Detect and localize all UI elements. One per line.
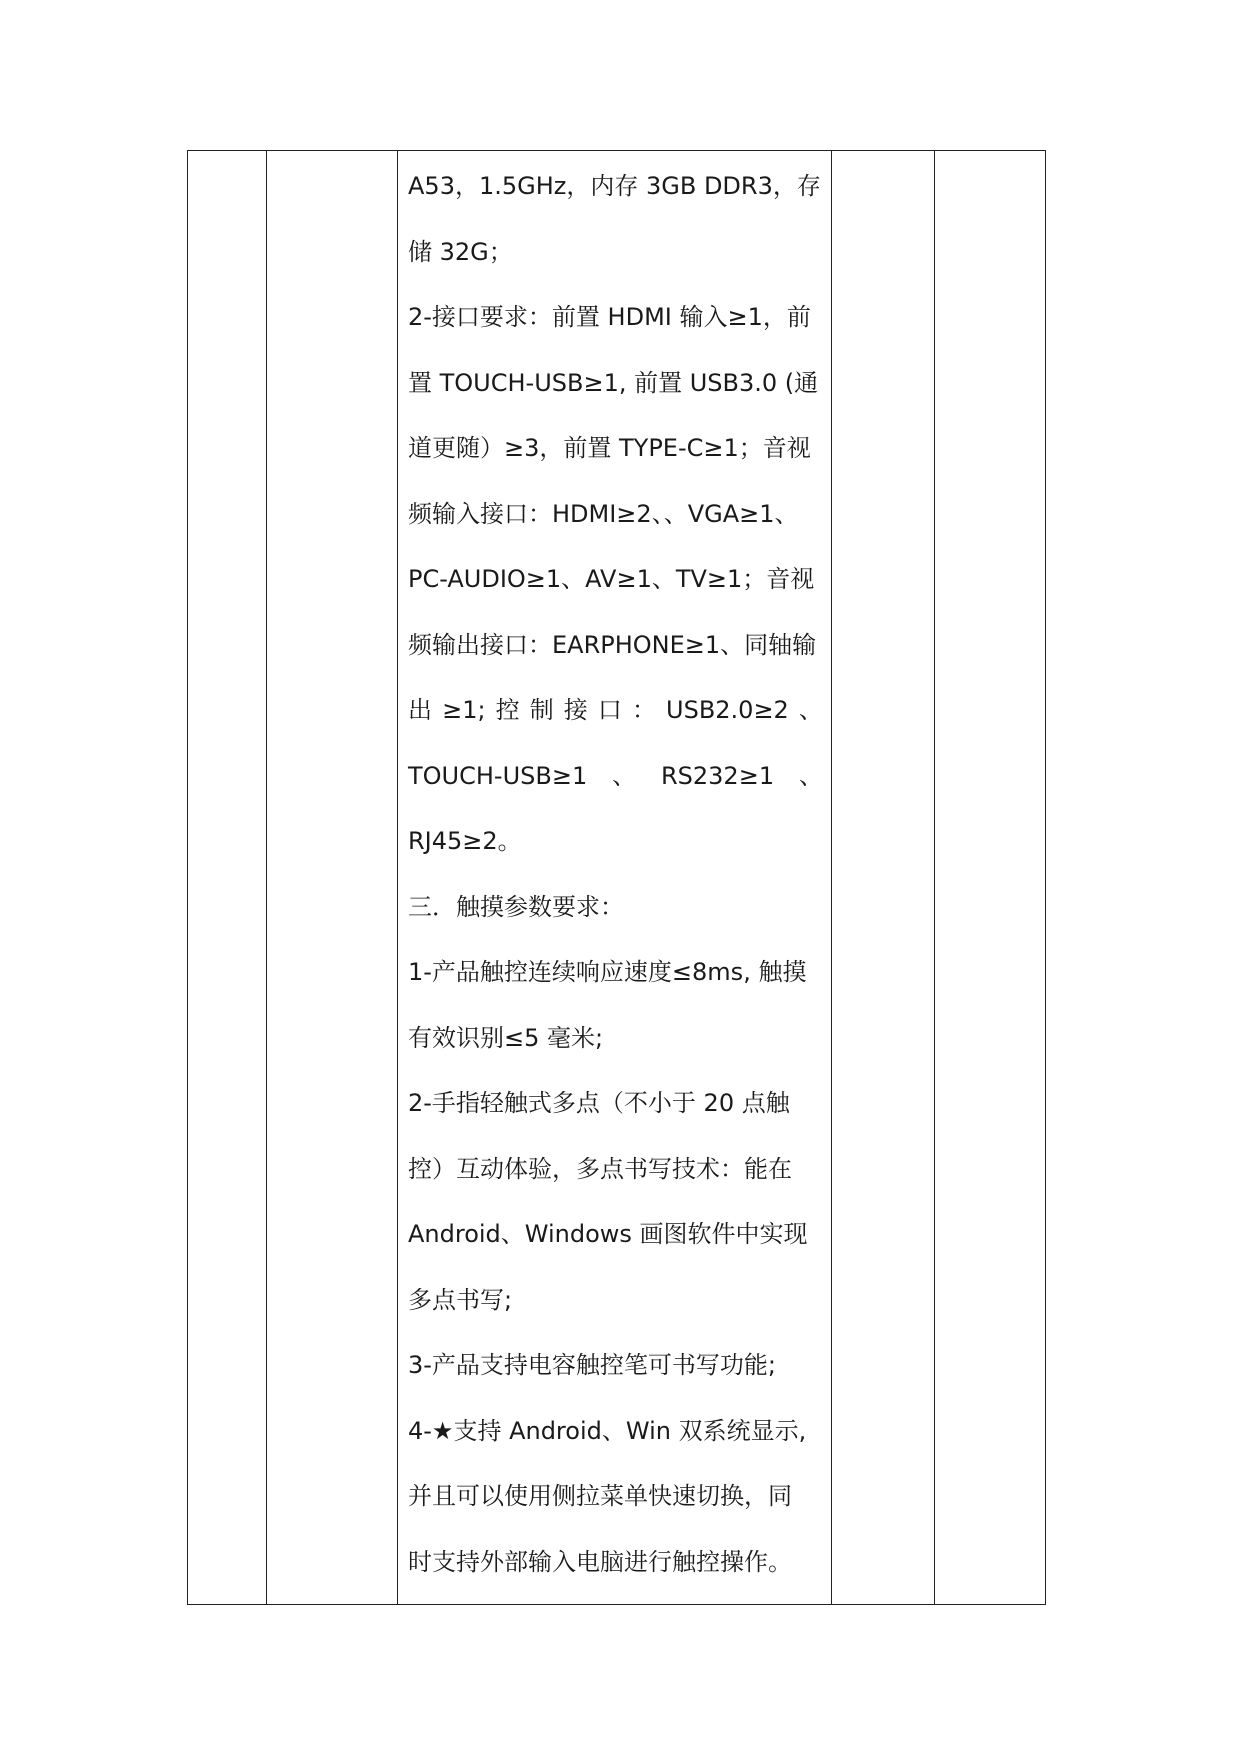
spec-word: 、 [612, 761, 637, 790]
table-cell-spec [398, 151, 832, 1605]
table-cell-remarks [935, 151, 1046, 1605]
table-cell-name [267, 151, 398, 1605]
table-row [188, 151, 1046, 1605]
table-cell-index [188, 151, 267, 1605]
spec-line: 2-手指轻触式多点（不小于 20 点触 [408, 1089, 790, 1117]
spec-word: TOUCH-USB≥1 [408, 761, 588, 790]
spec-line: 多点书写; [408, 1285, 513, 1314]
spec-word: 、 [798, 761, 823, 790]
spec-word: 制 [529, 696, 554, 724]
spec-word: 、 [798, 696, 823, 724]
spec-word: 接 [563, 696, 588, 724]
spec-line: 道更随）≥3，前置 TYPE-C≥1；音视 [408, 434, 811, 462]
spec-line: PC-AUDIO≥1、AV≥1、TV≥1；音视 [408, 565, 815, 593]
table-cell-quantity [832, 151, 935, 1605]
spec-word: RS232≥1 [660, 761, 775, 790]
spec-line: 频输入接口：HDMI≥2、、VGA≥1、 [408, 499, 799, 528]
spec-table [187, 150, 1046, 1605]
spec-line: 频输出接口：EARPHONE≥1、同轴输 [408, 630, 817, 659]
spec-word: USB2.0≥2 [666, 696, 789, 724]
spec-line-justified [408, 687, 823, 753]
spec-line: 置 TOUCH-USB≥1, 前置 USB3.0 (通 [408, 368, 819, 397]
spec-word: 出 [408, 696, 432, 724]
spec-line: Android、Windows 画图软件中实现 [408, 1220, 808, 1248]
spec-word: 控 [495, 696, 520, 724]
spec-line: 1-产品触控连续响应速度≤8ms, 触摸 [408, 958, 807, 986]
spec-line: 控）互动体验，多点书写技术：能在 [408, 1154, 792, 1183]
spec-line: RJ45≥2。 [408, 827, 522, 855]
spec-line: 4-★支持 Android、Win 双系统显示, [408, 1416, 807, 1445]
spec-text [398, 151, 831, 1604]
spec-line-justified [408, 753, 823, 819]
spec-word: ： [631, 696, 656, 724]
spec-word: ≥1; [442, 696, 486, 724]
spec-line: 有效识别≤5 毫米; [408, 1023, 604, 1052]
spec-line: 时支持外部输入电脑进行触控操作。 [408, 1547, 792, 1576]
spec-line: 2-接口要求：前置 HDMI 输入≥1，前 [408, 303, 811, 331]
section-heading: 三．触摸参数要求： [408, 892, 624, 921]
spec-line: A53，1.5GHz，内存 3GB DDR3，存 [408, 172, 821, 200]
spec-line: 储 32G； [408, 237, 513, 266]
spec-word: 口 [597, 696, 622, 724]
spec-line: 3-产品支持电容触控笔可书写功能; [408, 1351, 777, 1379]
spec-line: 并且可以使用侧拉菜单快速切换，同 [408, 1482, 792, 1510]
